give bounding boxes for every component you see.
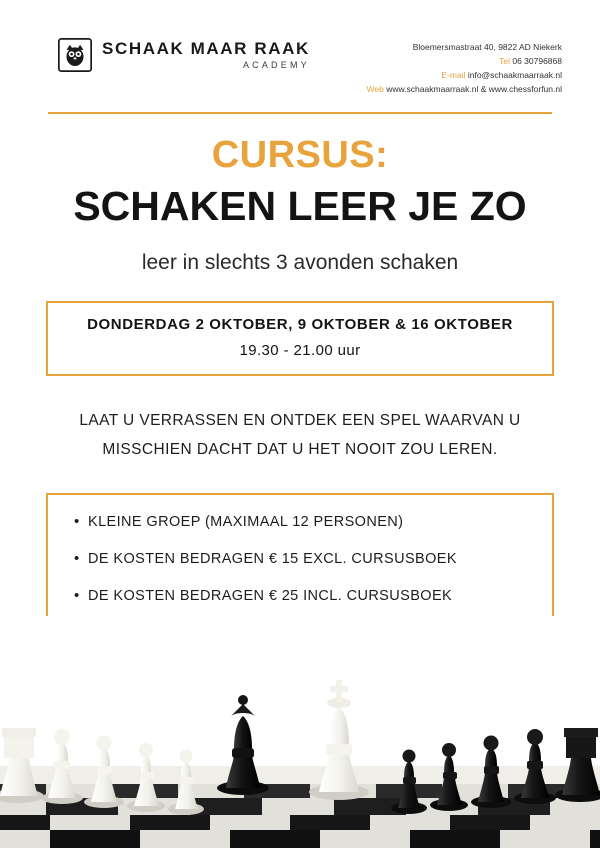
list-item bbox=[74, 512, 530, 533]
brand-subtitle: ACADEMY bbox=[242, 60, 310, 70]
list-item-label: DE KOSTEN BEDRAGEN € 25 INCL. CURSUSBOEK bbox=[88, 587, 453, 604]
bullet-dot-icon: • bbox=[74, 549, 80, 567]
date-line-2: 19.30 - 21.00 uur bbox=[239, 342, 361, 360]
title-block bbox=[0, 136, 600, 229]
brand-name: SCHAAK MAAR RAAK bbox=[102, 39, 310, 58]
cursus-label: CURSUS: bbox=[211, 134, 389, 177]
list-item-label: KLEINE GROEP (MAXIMAAL 12 PERSONEN) bbox=[88, 513, 404, 530]
date-line-1: DONDERDAG 2 OKTOBER, 9 OKTOBER & 16 OKTOBER bbox=[87, 316, 513, 334]
contact-email-row bbox=[367, 68, 562, 82]
contact-web-label: Web bbox=[366, 84, 384, 95]
contact-tel-label: Tel bbox=[499, 56, 510, 67]
chess-photo bbox=[0, 616, 600, 848]
contact-email-value[interactable]: info@schaakmaarraak.nl bbox=[467, 70, 562, 81]
page-title: SCHAKEN LEER JE ZO bbox=[73, 182, 527, 229]
contact-tel-row bbox=[367, 54, 562, 68]
header-divider bbox=[48, 112, 552, 114]
chess-pieces-illustration bbox=[0, 616, 600, 848]
list-item-label: DE KOSTEN BEDRAGEN € 15 EXCL. CURSUSBOEK bbox=[88, 550, 457, 567]
contact-block bbox=[367, 34, 562, 96]
contact-web-row bbox=[367, 82, 562, 96]
contact-address: Bloemersmastraat 40, 9822 AD Niekerk bbox=[412, 42, 562, 52]
subtitle: leer in slechts 3 avonden schaken bbox=[141, 251, 459, 275]
list-item bbox=[74, 549, 530, 570]
owl-icon bbox=[58, 38, 92, 72]
list-item bbox=[74, 586, 530, 607]
brand-logo bbox=[58, 34, 310, 72]
contact-tel-value: 06 30796868 bbox=[512, 56, 562, 67]
intro-line-1: LAAT U VERRASSEN EN ONTDEK EEN SPEL WAARVAN U bbox=[79, 412, 521, 430]
intro-text bbox=[50, 406, 550, 465]
brand-text bbox=[102, 40, 310, 70]
contact-email-label: E-mail bbox=[441, 70, 466, 81]
contact-web-value[interactable]: www.schaakmaarraak.nl & www.chessforfun.nl bbox=[386, 84, 562, 95]
bullet-dot-icon: • bbox=[74, 512, 80, 530]
date-box bbox=[46, 301, 554, 376]
bullet-dot-icon: • bbox=[74, 586, 80, 604]
intro-line-2: MISSCHIEN DACHT DAT U HET NOOIT ZOU LEREN. bbox=[102, 441, 498, 459]
header bbox=[0, 0, 600, 96]
